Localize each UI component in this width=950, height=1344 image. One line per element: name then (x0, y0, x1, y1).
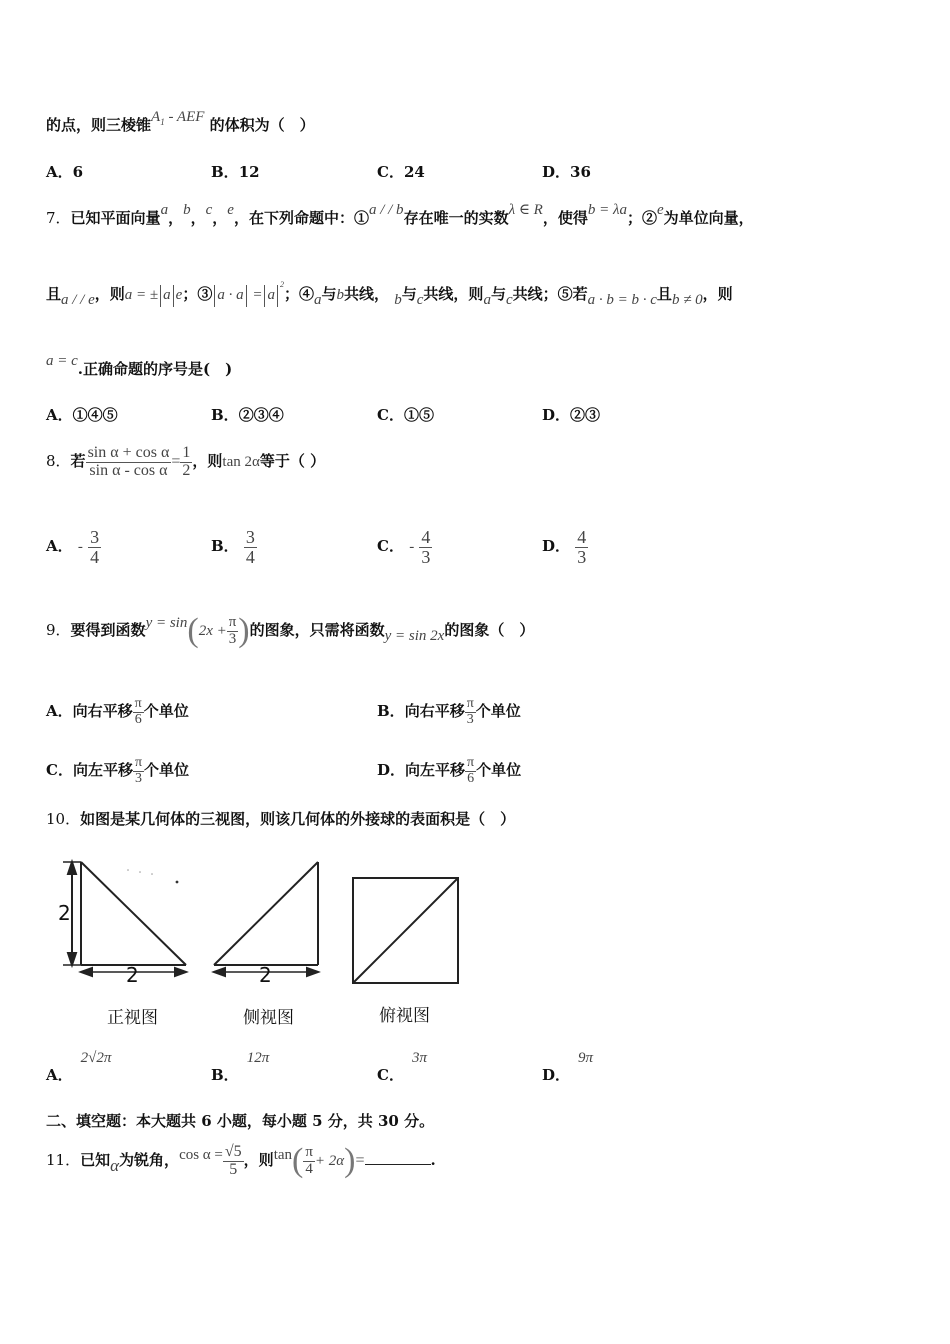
fraction-denominator: 3 (577, 546, 587, 567)
fraction-denominator: 3 (466, 711, 474, 727)
front-height-label: 2 (58, 901, 71, 925)
side-width-label: 2 (259, 963, 272, 987)
q7-comma: ， (212, 209, 228, 227)
q7-text: 与 (321, 285, 337, 303)
math-c: c (205, 202, 213, 218)
math-sup: 2 (279, 280, 284, 289)
fraction-numerator: π (466, 695, 474, 711)
paren-left: ( (292, 1142, 304, 1179)
q7-text: ，则 (702, 285, 733, 303)
q10-option-d (542, 1046, 594, 1084)
top-view (353, 878, 458, 983)
option-label: D． (377, 761, 406, 779)
option-label: B． (211, 1066, 239, 1084)
option-value: ①④⑤ (72, 406, 118, 424)
paren-right: ) (344, 1142, 356, 1179)
option-value: ②③④ (238, 406, 284, 424)
q8-text: ，则 (192, 452, 223, 470)
q11-text: 为锐角， (119, 1151, 180, 1169)
q11-stem (46, 1136, 436, 1185)
fraction-denominator: 2 (182, 461, 191, 479)
math-b-neq-0: b ≠ 0 (671, 292, 703, 308)
option-sign: - (409, 539, 415, 555)
option-value: 3π (411, 1050, 427, 1066)
q7-comma: ， (168, 209, 184, 227)
front-view-hypotenuse (81, 862, 186, 965)
q7-text: 共线；⑤若 (512, 285, 588, 303)
q7-text: 为单位向量， (663, 209, 754, 227)
math-part: a (267, 287, 275, 303)
q9-text: 的图象，只需将函数 (249, 621, 385, 639)
option-label: D． (542, 406, 571, 424)
option-text: 个单位 (144, 761, 190, 779)
math-b: b (183, 202, 191, 218)
q7-text: 已知平面向量 (70, 209, 161, 227)
fraction-numerator: π (228, 613, 237, 630)
side-view (214, 862, 318, 976)
math-alpha: α (110, 1156, 120, 1175)
side-view-hypotenuse (214, 862, 318, 965)
math-b-eq-lambda-a: b = λa (587, 202, 627, 218)
option-label: A． (46, 163, 73, 181)
math-c: c (505, 292, 513, 308)
question-number: 7． (46, 209, 71, 227)
q7-text: ，则 (94, 285, 125, 303)
math-lambda-in-r: λ ∈ R (508, 202, 543, 218)
option-value: 24 (403, 163, 425, 181)
math-part: a (163, 287, 171, 303)
scan-noise (127, 869, 178, 883)
q11-pi-over-4 (303, 1145, 315, 1178)
q6-text-before: 的点，则三棱锥 (46, 116, 152, 134)
math-b: b (394, 292, 402, 308)
option-label: C． (46, 761, 73, 779)
fraction-numerator: π (467, 754, 475, 770)
arrow-right-icon (307, 968, 318, 976)
option-value: ①⑤ (403, 406, 434, 424)
q7-text: 且 (656, 285, 672, 303)
fraction-numerator: π (305, 1143, 313, 1160)
q8-text: 若 (70, 452, 86, 470)
fraction-denominator: 3 (228, 630, 237, 647)
math-part: a · a (217, 287, 244, 303)
q6-math-sub: 1 (160, 117, 165, 127)
option-text: 向右平移 (72, 702, 133, 720)
fraction-numerator: 4 (577, 526, 587, 547)
q9-text: 的图象（ ） (444, 621, 535, 639)
q10-text: 如图是某几何体的三视图，则该几何体的外接球的表面积是（ ） (80, 810, 516, 828)
option-label: B． (211, 406, 239, 424)
question-number: 8． (46, 452, 71, 470)
option-label: B． (377, 702, 405, 720)
option-label: A． (46, 537, 73, 555)
arrow-right-icon (175, 968, 186, 976)
option-sign: - (77, 539, 83, 555)
q6-text-after: 的体积为（ ） (209, 116, 315, 134)
q7-text: 存在唯一的实数 (403, 209, 509, 227)
math-eq: = (171, 453, 181, 470)
option-value: 36 (570, 163, 591, 181)
fraction-numerator: 3 (90, 526, 100, 547)
fraction-numerator: π (134, 695, 142, 711)
option-label: C． (377, 406, 404, 424)
q11-text: 已知 (80, 1151, 111, 1169)
option-text: 向右平移 (404, 702, 465, 720)
option-label: C． (377, 537, 404, 555)
q7-text: 共线， (343, 285, 389, 303)
math-cos-alpha-eq: cos α = (179, 1147, 223, 1163)
option-value: 2√2π (80, 1050, 112, 1066)
q7-text: ；② (626, 209, 657, 227)
q10-option-b (211, 1046, 270, 1084)
q7-text: ，使得 (542, 209, 588, 227)
option-label: D． (542, 163, 571, 181)
math-a-eq-c: a = c (46, 353, 78, 369)
math-part: a = ± (124, 287, 159, 303)
math-b: b (336, 287, 344, 303)
arrow-left-icon (214, 968, 225, 976)
option-label: D． (542, 537, 571, 555)
math-a-parallel-e: a / / e (61, 292, 95, 308)
option-label: C． (377, 1066, 404, 1084)
option-label: C． (377, 163, 404, 181)
q10-option-a (46, 1046, 112, 1084)
fraction-denominator: 5 (229, 1160, 238, 1178)
top-view-caption: 俯视图 (379, 1006, 430, 1026)
option-value: 9π (578, 1050, 594, 1066)
option-label: A． (46, 406, 73, 424)
math-part: = (252, 287, 263, 303)
math-a: a (160, 202, 169, 218)
fraction-numerator: π (134, 754, 143, 770)
q7-text: 与 (490, 285, 506, 303)
option-label: B． (211, 163, 239, 181)
q11-text: . (430, 1151, 436, 1169)
option-value: ②③ (570, 406, 601, 424)
option-text: 个单位 (475, 702, 521, 720)
math-a: a (313, 292, 322, 308)
q7-text: 且 (46, 285, 62, 303)
q7-text: .正确命题的序号是( ) (77, 360, 233, 378)
answer-blank[interactable] (365, 1150, 431, 1165)
fraction-numerator: 1 (182, 443, 191, 461)
side-view-caption: 侧视图 (243, 1008, 294, 1028)
q10-option-c (377, 1046, 427, 1084)
math-part: e (175, 287, 183, 303)
option-text: 个单位 (143, 702, 189, 720)
section-2-title: 二、填空题：本大题共 6 小题，每小题 5 分，共 30 分。 (46, 1112, 435, 1130)
paren-right: ) (238, 612, 250, 649)
math-y-eq-sin2x: y = sin 2x (384, 628, 445, 644)
q7-text: 共线，则 (423, 285, 484, 303)
front-view-caption: 正视图 (107, 1008, 158, 1028)
question-number: 11． (46, 1151, 81, 1169)
arrow-down-icon (68, 953, 76, 965)
q11-fraction (223, 1144, 244, 1179)
math-y-eq-sin: y = sin (145, 615, 188, 631)
option-text: 个单位 (476, 761, 522, 779)
fraction-denominator: 3 (421, 546, 431, 567)
fraction-denominator: 6 (134, 711, 142, 727)
top-view-diagonal (353, 878, 458, 983)
option-label: A． (46, 1066, 73, 1084)
q7-text: ；④ (283, 285, 314, 303)
fraction-denominator: 6 (467, 770, 475, 786)
math-2x-plus: 2x + (198, 623, 227, 639)
fraction-numerator: 4 (421, 526, 431, 547)
front-view (63, 862, 186, 976)
fraction-denominator: 4 (245, 546, 255, 567)
math-e: e (227, 202, 234, 218)
q7-text: ；③ (182, 285, 213, 303)
fraction-numerator: sin α + cos α (87, 443, 170, 461)
q9-text: 要得到函数 (70, 621, 146, 639)
q11-text: ，则 (243, 1151, 274, 1169)
q8-text: 等于（ ） (259, 452, 326, 470)
fraction-numerator: 3 (245, 526, 255, 547)
q7-text: 与 (401, 285, 417, 303)
fraction-denominator: 3 (135, 770, 142, 786)
fraction-denominator: 4 (90, 546, 100, 567)
math-tan-2a: tan 2α (222, 454, 260, 470)
q7-comma: ， (190, 209, 206, 227)
fraction-numerator: √5 (224, 1142, 242, 1160)
option-value: 12 (238, 163, 260, 181)
front-width-label: 2 (126, 963, 139, 987)
option-label: D． (542, 1066, 571, 1084)
math-tan: tan (273, 1147, 293, 1163)
arrow-left-icon (81, 968, 92, 976)
question-number: 9． (46, 621, 71, 639)
option-label: B． (211, 537, 239, 555)
fraction-denominator: sin α - cos α (89, 461, 168, 479)
arrow-up-icon (68, 862, 76, 874)
math-a: a (483, 292, 491, 308)
paren-left: ( (187, 612, 199, 649)
option-label: A． (46, 702, 73, 720)
q7-text: ，在下列命题中：① (233, 209, 369, 227)
q6-math-a: A (151, 109, 161, 125)
math-e: e (657, 202, 664, 218)
math-dot-condition: a · b = b · c (587, 292, 657, 308)
fraction-denominator: 4 (305, 1160, 313, 1177)
option-text: 向左平移 (405, 761, 466, 779)
math-eq: = (355, 1152, 365, 1169)
option-value: 6 (72, 163, 84, 181)
question-number: 10． (46, 810, 81, 828)
option-value: 12π (246, 1050, 270, 1066)
option-text: 向左平移 (72, 761, 133, 779)
math-plus-2alpha: + 2α (314, 1153, 345, 1169)
math-a-parallel-b: a / / b (368, 202, 404, 218)
q6-math-rest: - AEF (168, 109, 205, 125)
math-c: c (416, 292, 424, 308)
